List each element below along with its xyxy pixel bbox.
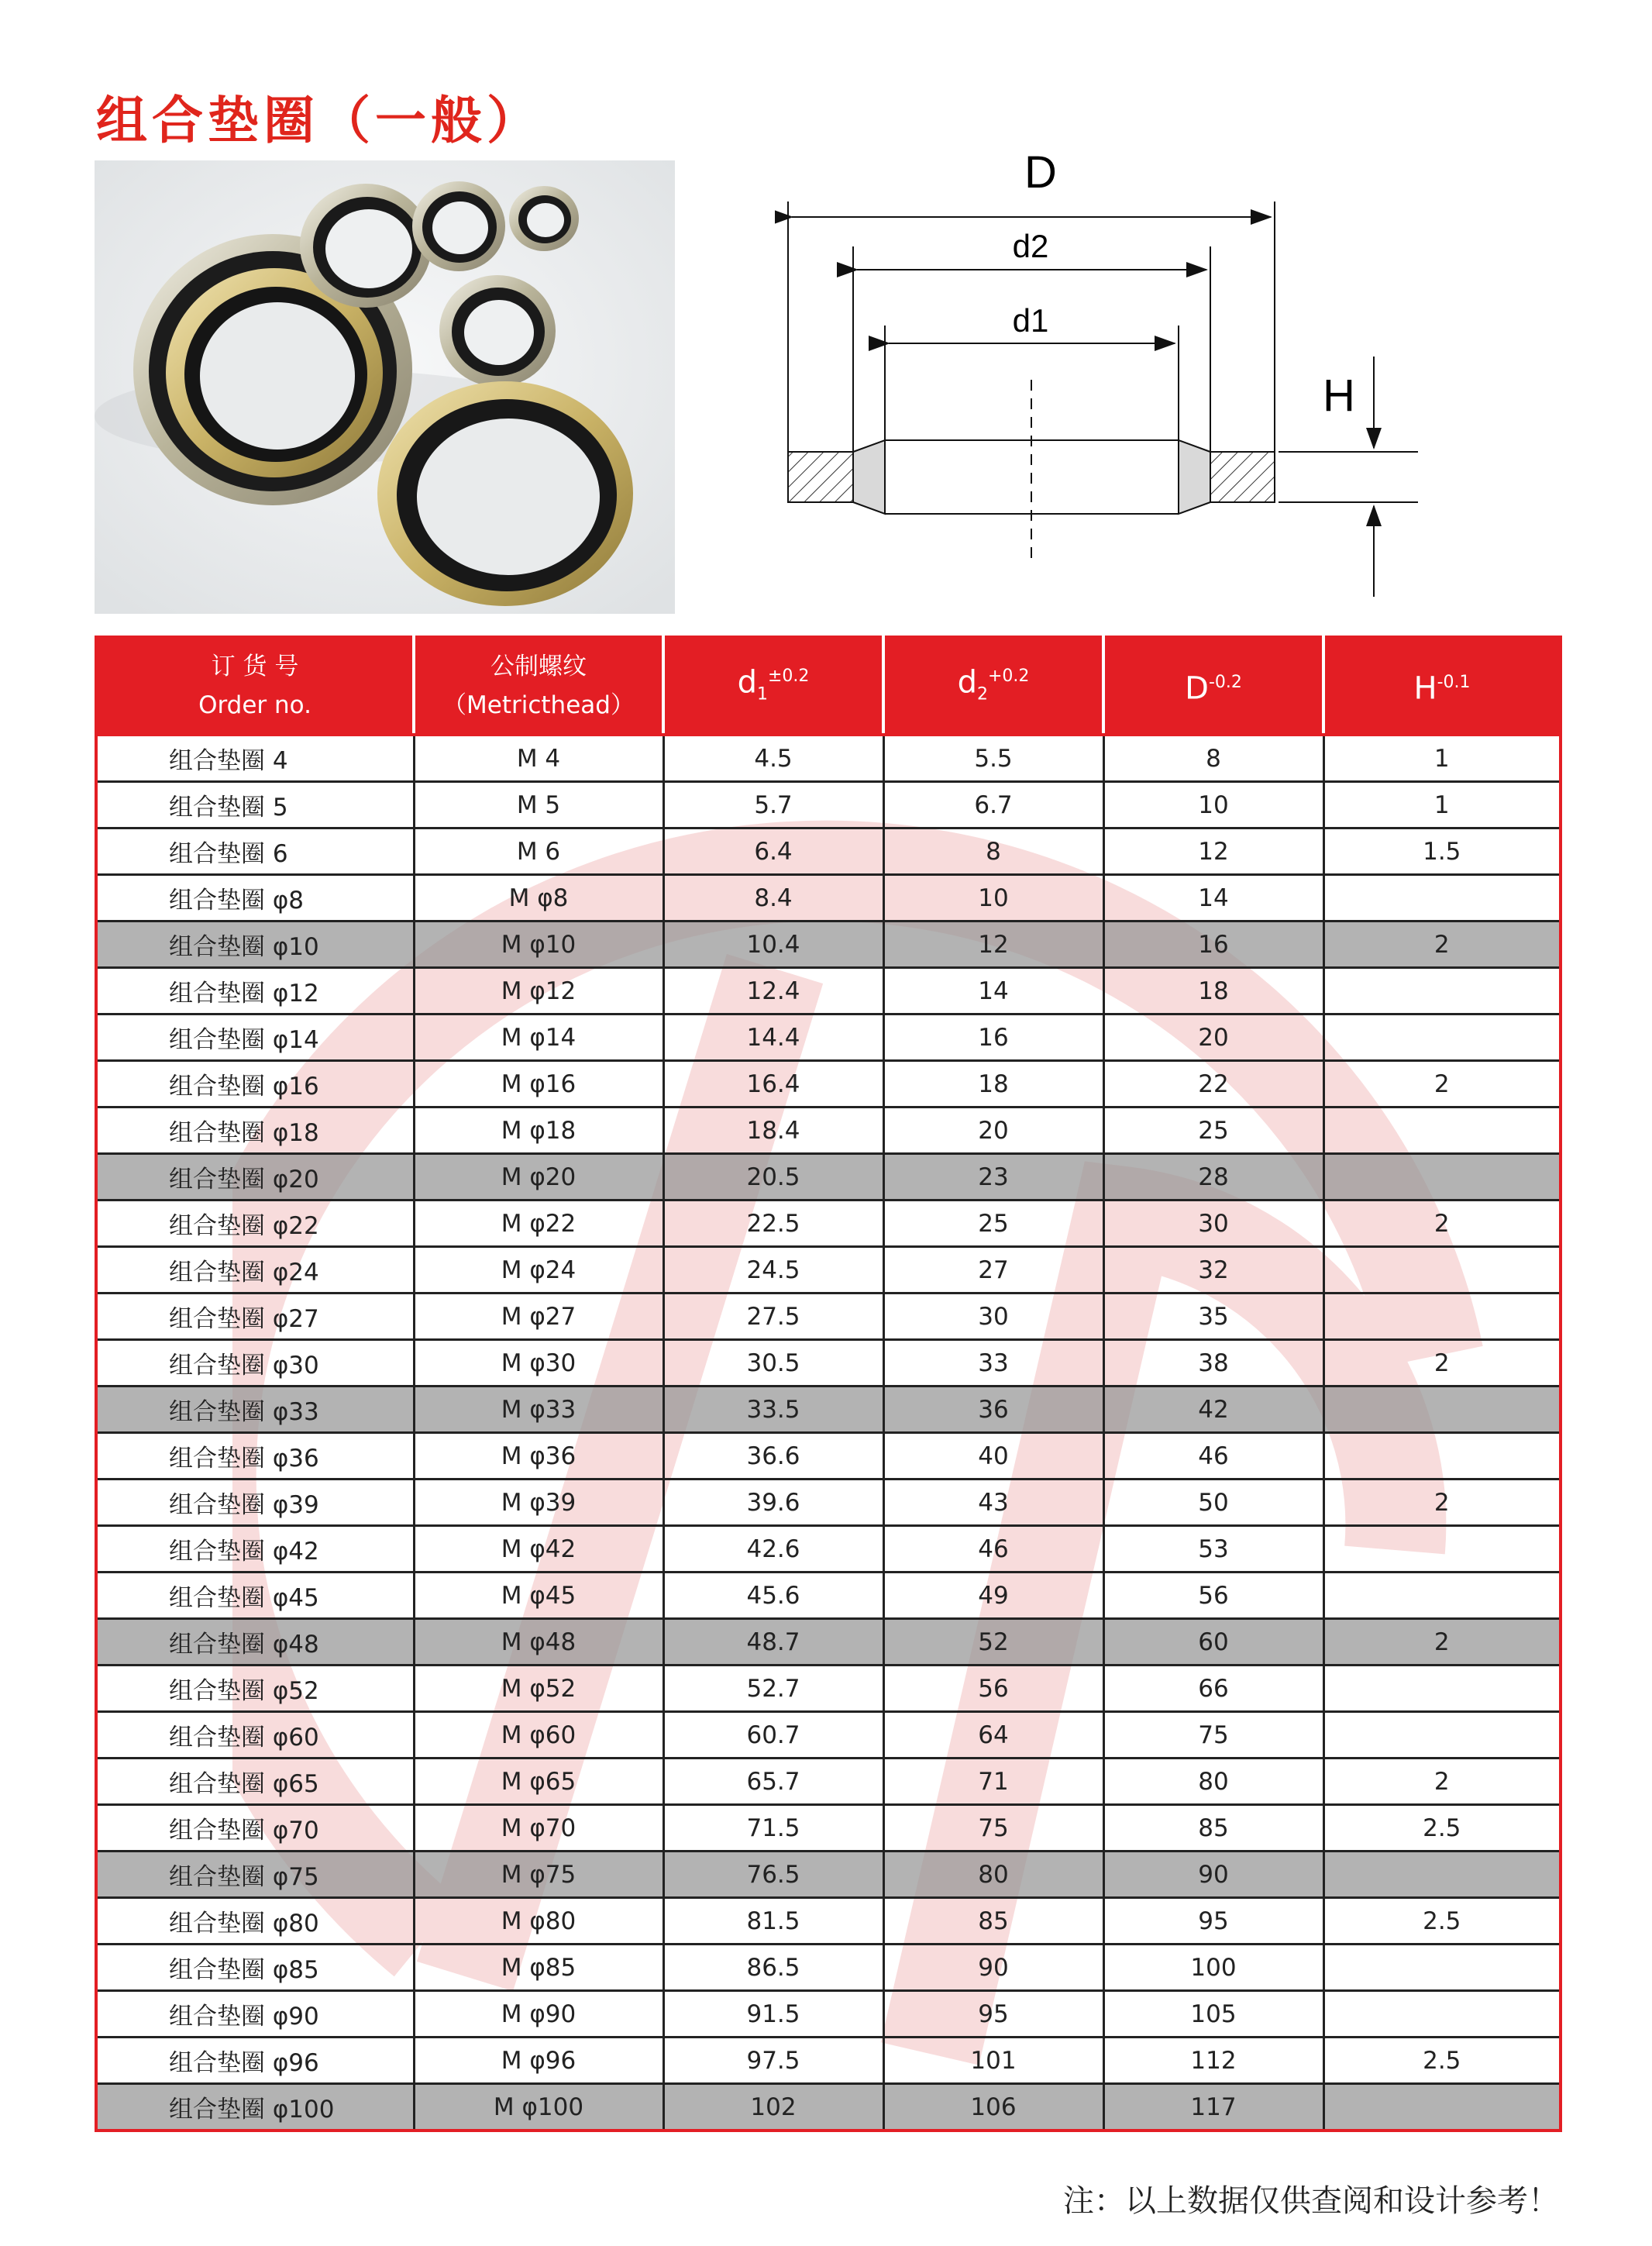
cell-thread: M φ75 <box>414 1852 663 1898</box>
cell-D: 10 <box>1103 782 1323 828</box>
bonded-seals-illustration <box>95 160 675 614</box>
cell-D: 14 <box>1103 875 1323 921</box>
cell-d1: 42.6 <box>663 1526 883 1573</box>
cell-d1: 8.4 <box>663 875 883 921</box>
cell-d2: 30 <box>883 1294 1103 1340</box>
cell-d1: 20.5 <box>663 1154 883 1201</box>
label-D: D <box>1024 147 1057 198</box>
cell-d1: 22.5 <box>663 1201 883 1247</box>
cell-order: 组合垫圈 φ60 <box>96 1712 414 1759</box>
cell-H: 2 <box>1323 1201 1561 1247</box>
header-order-en: Order no. <box>198 691 311 719</box>
cell-order: 组合垫圈 φ75 <box>96 1852 414 1898</box>
cell-D: 30 <box>1103 1201 1323 1247</box>
cell-H <box>1323 1712 1561 1759</box>
cell-order: 组合垫圈 φ42 <box>96 1526 414 1573</box>
cell-order: 组合垫圈 5 <box>96 782 414 828</box>
cell-D: 16 <box>1103 921 1323 968</box>
table-row <box>96 1480 1561 1526</box>
cell-d1: 97.5 <box>663 2038 883 2084</box>
table-row <box>96 1433 1561 1480</box>
cell-order: 组合垫圈 φ12 <box>96 968 414 1014</box>
table-row <box>96 1387 1561 1433</box>
table-row <box>96 2084 1561 2131</box>
cell-D: 105 <box>1103 1991 1323 2038</box>
cell-d2: 16 <box>883 1014 1103 1061</box>
cell-order: 组合垫圈 φ96 <box>96 2038 414 2084</box>
cell-H: 2 <box>1323 1619 1561 1666</box>
table-row <box>96 1712 1561 1759</box>
cell-order: 组合垫圈 φ14 <box>96 1014 414 1061</box>
cell-order: 组合垫圈 φ80 <box>96 1898 414 1945</box>
header-thread-en: （Metricthead） <box>442 691 635 719</box>
cell-D: 38 <box>1103 1340 1323 1387</box>
cell-order: 组合垫圈 φ24 <box>96 1247 414 1294</box>
header-H <box>1323 637 1561 735</box>
cell-order: 组合垫圈 φ90 <box>96 1991 414 2038</box>
cell-D: 95 <box>1103 1898 1323 1945</box>
cell-thread: M 6 <box>414 828 663 875</box>
cell-thread: M φ85 <box>414 1945 663 1991</box>
cell-d2: 14 <box>883 968 1103 1014</box>
cell-H <box>1323 1247 1561 1294</box>
table-row <box>96 1201 1561 1247</box>
cell-d2: 90 <box>883 1945 1103 1991</box>
cell-H <box>1323 2084 1561 2131</box>
header-order <box>96 637 414 735</box>
cell-thread: M φ80 <box>414 1898 663 1945</box>
cell-d1: 91.5 <box>663 1991 883 2038</box>
header-thread <box>414 637 663 735</box>
table-row <box>96 1107 1561 1154</box>
cell-d1: 45.6 <box>663 1573 883 1619</box>
cell-thread: M φ39 <box>414 1480 663 1526</box>
cell-order: 组合垫圈 φ65 <box>96 1759 414 1805</box>
header-thread-cn: 公制螺纹 <box>490 653 587 680</box>
cell-d1: 10.4 <box>663 921 883 968</box>
cell-H: 2 <box>1323 1340 1561 1387</box>
cell-H <box>1323 1107 1561 1154</box>
cell-d2: 5.5 <box>883 735 1103 782</box>
cell-d1: 65.7 <box>663 1759 883 1805</box>
cell-d2: 23 <box>883 1154 1103 1201</box>
cell-D: 42 <box>1103 1387 1323 1433</box>
cell-d1: 81.5 <box>663 1898 883 1945</box>
cell-H <box>1323 968 1561 1014</box>
cell-H <box>1323 1666 1561 1712</box>
product-photo <box>95 160 675 614</box>
cell-D: 32 <box>1103 1247 1323 1294</box>
cell-H: 2.5 <box>1323 1805 1561 1852</box>
cell-d1: 36.6 <box>663 1433 883 1480</box>
cell-H <box>1323 1573 1561 1619</box>
table-row <box>96 1898 1561 1945</box>
cell-order: 组合垫圈 φ30 <box>96 1340 414 1387</box>
cell-thread: M φ100 <box>414 2084 663 2131</box>
cell-d2: 36 <box>883 1387 1103 1433</box>
cell-D: 117 <box>1103 2084 1323 2131</box>
cell-H <box>1323 1154 1561 1201</box>
cell-d1: 24.5 <box>663 1247 883 1294</box>
cell-d2: 6.7 <box>883 782 1103 828</box>
cell-d1: 71.5 <box>663 1805 883 1852</box>
table-row <box>96 828 1561 875</box>
cell-thread: M φ36 <box>414 1433 663 1480</box>
cell-thread: M 5 <box>414 782 663 828</box>
table-row <box>96 1247 1561 1294</box>
cell-order: 组合垫圈 6 <box>96 828 414 875</box>
cell-D: 8 <box>1103 735 1323 782</box>
table-row <box>96 1805 1561 1852</box>
table-row <box>96 1573 1561 1619</box>
cell-d2: 49 <box>883 1573 1103 1619</box>
cell-d2: 27 <box>883 1247 1103 1294</box>
header-d2-symbol: d <box>957 664 977 701</box>
cell-D: 53 <box>1103 1526 1323 1573</box>
cross-section-drawing <box>775 147 1472 612</box>
header-d1-tolerance: ±0.2 <box>767 667 810 687</box>
cell-thread: M φ33 <box>414 1387 663 1433</box>
table-row <box>96 735 1561 782</box>
cell-thread: M φ65 <box>414 1759 663 1805</box>
cell-d1: 52.7 <box>663 1666 883 1712</box>
header-d1-symbol: d <box>737 664 757 701</box>
table-row <box>96 782 1561 828</box>
cell-d1: 14.4 <box>663 1014 883 1061</box>
cell-d1: 102 <box>663 2084 883 2131</box>
cell-H: 1.5 <box>1323 828 1561 875</box>
cell-d2: 43 <box>883 1480 1103 1526</box>
cell-d2: 46 <box>883 1526 1103 1573</box>
cell-H: 2 <box>1323 921 1561 968</box>
cell-order: 组合垫圈 φ18 <box>96 1107 414 1154</box>
cell-H <box>1323 1387 1561 1433</box>
cell-H <box>1323 875 1561 921</box>
cell-d2: 75 <box>883 1805 1103 1852</box>
cell-H <box>1323 1852 1561 1898</box>
cell-thread: M φ12 <box>414 968 663 1014</box>
cell-d1: 86.5 <box>663 1945 883 1991</box>
table-row <box>96 1991 1561 2038</box>
cell-H <box>1323 1433 1561 1480</box>
table-row <box>96 1666 1561 1712</box>
cell-order: 组合垫圈 4 <box>96 735 414 782</box>
table-row <box>96 1014 1561 1061</box>
header-d2-sub: 2 <box>976 684 988 704</box>
header-H-symbol: H <box>1413 670 1437 707</box>
cell-d2: 20 <box>883 1107 1103 1154</box>
cell-d1: 60.7 <box>663 1712 883 1759</box>
cell-order: 组合垫圈 φ8 <box>96 875 414 921</box>
cell-d2: 80 <box>883 1852 1103 1898</box>
cell-thread: M φ48 <box>414 1619 663 1666</box>
cell-H: 2.5 <box>1323 1898 1561 1945</box>
table-header-row <box>96 637 1561 735</box>
cell-D: 85 <box>1103 1805 1323 1852</box>
cell-order: 组合垫圈 φ39 <box>96 1480 414 1526</box>
table-row <box>96 1759 1561 1805</box>
header-d2 <box>883 637 1103 735</box>
cell-thread: M φ20 <box>414 1154 663 1201</box>
cell-d2: 85 <box>883 1898 1103 1945</box>
table-row <box>96 1154 1561 1201</box>
cell-d2: 40 <box>883 1433 1103 1480</box>
cell-d1: 4.5 <box>663 735 883 782</box>
table-row <box>96 921 1561 968</box>
cell-order: 组合垫圈 φ36 <box>96 1433 414 1480</box>
cell-d2: 8 <box>883 828 1103 875</box>
cell-d1: 12.4 <box>663 968 883 1014</box>
table-row <box>96 1945 1561 1991</box>
table-row <box>96 1852 1561 1898</box>
table-row <box>96 968 1561 1014</box>
cell-H: 1 <box>1323 782 1561 828</box>
cell-order: 组合垫圈 φ22 <box>96 1201 414 1247</box>
cell-d2: 101 <box>883 2038 1103 2084</box>
cell-d2: 10 <box>883 875 1103 921</box>
cell-order: 组合垫圈 φ85 <box>96 1945 414 1991</box>
cell-H: 2 <box>1323 1759 1561 1805</box>
cell-D: 28 <box>1103 1154 1323 1201</box>
header-d1-sub: 1 <box>756 684 768 704</box>
label-H: H <box>1323 370 1355 421</box>
header-H-tolerance: -0.1 <box>1437 673 1471 693</box>
table-row <box>96 875 1561 921</box>
cell-D: 25 <box>1103 1107 1323 1154</box>
page-title: 组合垫圈（一般） <box>96 91 542 150</box>
cell-order: 组合垫圈 φ52 <box>96 1666 414 1712</box>
cell-d2: 56 <box>883 1666 1103 1712</box>
table-row <box>96 2038 1561 2084</box>
cell-H <box>1323 1991 1561 2038</box>
header-d1 <box>663 637 883 735</box>
cell-d1: 39.6 <box>663 1480 883 1526</box>
cell-D: 12 <box>1103 828 1323 875</box>
cell-thread: M φ18 <box>414 1107 663 1154</box>
table-row <box>96 1526 1561 1573</box>
cell-d2: 52 <box>883 1619 1103 1666</box>
cell-D: 100 <box>1103 1945 1323 1991</box>
cell-order: 组合垫圈 φ10 <box>96 921 414 968</box>
cell-d2: 64 <box>883 1712 1103 1759</box>
cell-d1: 76.5 <box>663 1852 883 1898</box>
cell-d2: 12 <box>883 921 1103 968</box>
cell-order: 组合垫圈 φ70 <box>96 1805 414 1852</box>
footer-note: 注：以上数据仅供查阅和设计参考！ <box>1063 2183 1559 2219</box>
cell-d2: 33 <box>883 1340 1103 1387</box>
table-row <box>96 1294 1561 1340</box>
header-D <box>1103 637 1323 735</box>
table-row <box>96 1340 1561 1387</box>
cell-D: 20 <box>1103 1014 1323 1061</box>
cell-order: 组合垫圈 φ33 <box>96 1387 414 1433</box>
cell-thread: M φ22 <box>414 1201 663 1247</box>
cell-D: 112 <box>1103 2038 1323 2084</box>
cell-d2: 18 <box>883 1061 1103 1107</box>
dimension-diagram <box>775 147 1472 612</box>
cell-H <box>1323 1294 1561 1340</box>
cell-D: 75 <box>1103 1712 1323 1759</box>
cell-thread: M φ8 <box>414 875 663 921</box>
cell-d1: 27.5 <box>663 1294 883 1340</box>
cell-d1: 18.4 <box>663 1107 883 1154</box>
cell-thread: M φ27 <box>414 1294 663 1340</box>
cell-thread: M φ14 <box>414 1014 663 1061</box>
cell-order: 组合垫圈 φ20 <box>96 1154 414 1201</box>
label-d1: d1 <box>1012 302 1049 339</box>
cell-D: 18 <box>1103 968 1323 1014</box>
header-D-tolerance: -0.2 <box>1208 673 1242 693</box>
cell-thread: M 4 <box>414 735 663 782</box>
table-row <box>96 1619 1561 1666</box>
cell-thread: M φ24 <box>414 1247 663 1294</box>
cell-d2: 25 <box>883 1201 1103 1247</box>
cell-H: 2 <box>1323 1480 1561 1526</box>
cell-D: 66 <box>1103 1666 1323 1712</box>
cell-order: 组合垫圈 φ27 <box>96 1294 414 1340</box>
cell-D: 56 <box>1103 1573 1323 1619</box>
header-D-symbol: D <box>1185 670 1209 707</box>
cell-d1: 30.5 <box>663 1340 883 1387</box>
cell-thread: M φ52 <box>414 1666 663 1712</box>
cell-D: 50 <box>1103 1480 1323 1526</box>
cell-order: 组合垫圈 φ48 <box>96 1619 414 1666</box>
cell-H <box>1323 1945 1561 1991</box>
cell-thread: M φ45 <box>414 1573 663 1619</box>
cell-d1: 5.7 <box>663 782 883 828</box>
cell-d1: 33.5 <box>663 1387 883 1433</box>
cell-H: 1 <box>1323 735 1561 782</box>
cell-thread: M φ70 <box>414 1805 663 1852</box>
cell-d2: 71 <box>883 1759 1103 1805</box>
cell-D: 46 <box>1103 1433 1323 1480</box>
cell-D: 22 <box>1103 1061 1323 1107</box>
cell-order: 组合垫圈 φ100 <box>96 2084 414 2131</box>
cell-order: 组合垫圈 φ45 <box>96 1573 414 1619</box>
cell-D: 90 <box>1103 1852 1323 1898</box>
cell-H: 2 <box>1323 1061 1561 1107</box>
header-order-cn: 订 货 号 <box>211 653 299 680</box>
cell-D: 80 <box>1103 1759 1323 1805</box>
cell-d1: 48.7 <box>663 1619 883 1666</box>
cell-D: 60 <box>1103 1619 1323 1666</box>
cell-thread: M φ60 <box>414 1712 663 1759</box>
cell-H <box>1323 1014 1561 1061</box>
header-d2-tolerance: +0.2 <box>987 667 1030 687</box>
cell-D: 35 <box>1103 1294 1323 1340</box>
label-d2: d2 <box>1012 228 1049 264</box>
cell-order: 组合垫圈 φ16 <box>96 1061 414 1107</box>
cell-thread: M φ30 <box>414 1340 663 1387</box>
cell-H: 2.5 <box>1323 2038 1561 2084</box>
cell-H <box>1323 1526 1561 1573</box>
table-row <box>96 1061 1561 1107</box>
cell-d2: 95 <box>883 1991 1103 2038</box>
cell-thread: M φ96 <box>414 2038 663 2084</box>
cell-thread: M φ42 <box>414 1526 663 1573</box>
cell-thread: M φ16 <box>414 1061 663 1107</box>
cell-thread: M φ90 <box>414 1991 663 2038</box>
cell-d2: 106 <box>883 2084 1103 2131</box>
spec-table <box>95 636 1562 2132</box>
cell-d1: 16.4 <box>663 1061 883 1107</box>
cell-thread: M φ10 <box>414 921 663 968</box>
cell-d1: 6.4 <box>663 828 883 875</box>
